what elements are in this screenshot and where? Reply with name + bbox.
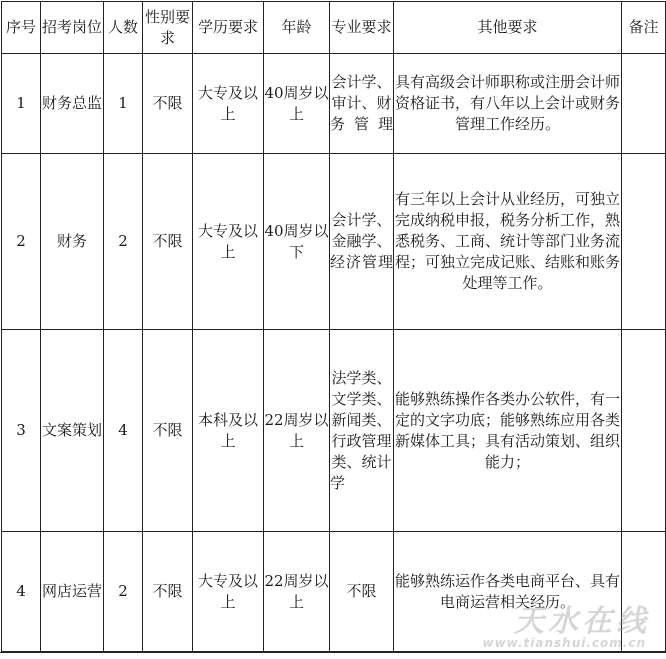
cell-edu: 大专及以上 (193, 54, 264, 154)
cell-age: 22周岁以上 (264, 330, 330, 532)
cell-seq: 4 (2, 532, 41, 652)
table-row (2, 154, 666, 330)
cell-age: 40周岁以下 (264, 154, 330, 330)
cell-seq: 2 (2, 154, 41, 330)
cell-count: 4 (104, 330, 143, 532)
cell-gender: 不限 (143, 532, 193, 652)
cell-other: 能够熟练操作各类办公软件，有一定的文字功底；能够熟练应用各类新媒体工具；具有活动策划、组织能力； (394, 330, 622, 532)
watermark-url: www.tianshui.com.cn (482, 636, 646, 650)
cell-gender: 不限 (143, 330, 193, 532)
cell-major: 会计学、审计、财务管理 (330, 54, 394, 154)
table-row (2, 532, 666, 652)
cell-post: 网店运营 (41, 532, 104, 652)
cell-other: 有三年以上会计从业经历，可独立完成纳税申报，税务分析工作，熟悉税务、工商、统计等部门业务流程；可独立完成记账、结账和账务处理等工作。 (394, 154, 622, 330)
cell-other: 具有高级会计师职称或注册会计师资格证书，有八年以上会计或财务管理工作经历。 (394, 54, 622, 154)
cell-major: 不限 (330, 532, 394, 652)
cell-note (622, 154, 666, 330)
cell-major: 会计学、金融学、经济管理 (330, 154, 394, 330)
header-post: 招考岗位 (41, 2, 104, 54)
cell-note (622, 532, 666, 652)
cell-note (622, 330, 666, 532)
cell-age: 22周岁以上 (264, 532, 330, 652)
watermark-text: 天水在线 (514, 604, 650, 639)
cell-seq: 1 (2, 54, 41, 154)
table-row (2, 54, 666, 154)
cell-note (622, 54, 666, 154)
cell-edu: 本科及以上 (193, 330, 264, 532)
cell-gender: 不限 (143, 154, 193, 330)
cell-gender: 不限 (143, 54, 193, 154)
cell-other: 能够熟练运作各类电商平台、具有电商运营相关经历。 (394, 532, 622, 652)
cell-age: 40周岁以上 (264, 54, 330, 154)
header-seq: 序号 (2, 2, 41, 54)
table-header-row (2, 2, 666, 54)
header-note: 备注 (622, 2, 666, 54)
header-gender: 性别要求 (143, 2, 193, 54)
cell-edu: 大专及以上 (193, 532, 264, 652)
recruitment-table (1, 1, 666, 652)
cell-count: 1 (104, 54, 143, 154)
cell-count: 2 (104, 532, 143, 652)
cell-post: 财务 (41, 154, 104, 330)
header-count: 人数 (104, 2, 143, 54)
header-major: 专业要求 (330, 2, 394, 54)
header-edu: 学历要求 (193, 2, 264, 54)
cell-major: 法学类、文学类、新闻类、行政管理类、统计学 (330, 330, 394, 532)
header-other: 其他要求 (394, 2, 622, 54)
header-age: 年龄 (264, 2, 330, 54)
cell-post: 财务总监 (41, 54, 104, 154)
cell-edu: 大专及以上 (193, 154, 264, 330)
cell-count: 2 (104, 154, 143, 330)
cell-seq: 3 (2, 330, 41, 532)
cell-post: 文案策划 (41, 330, 104, 532)
table-row (2, 330, 666, 532)
